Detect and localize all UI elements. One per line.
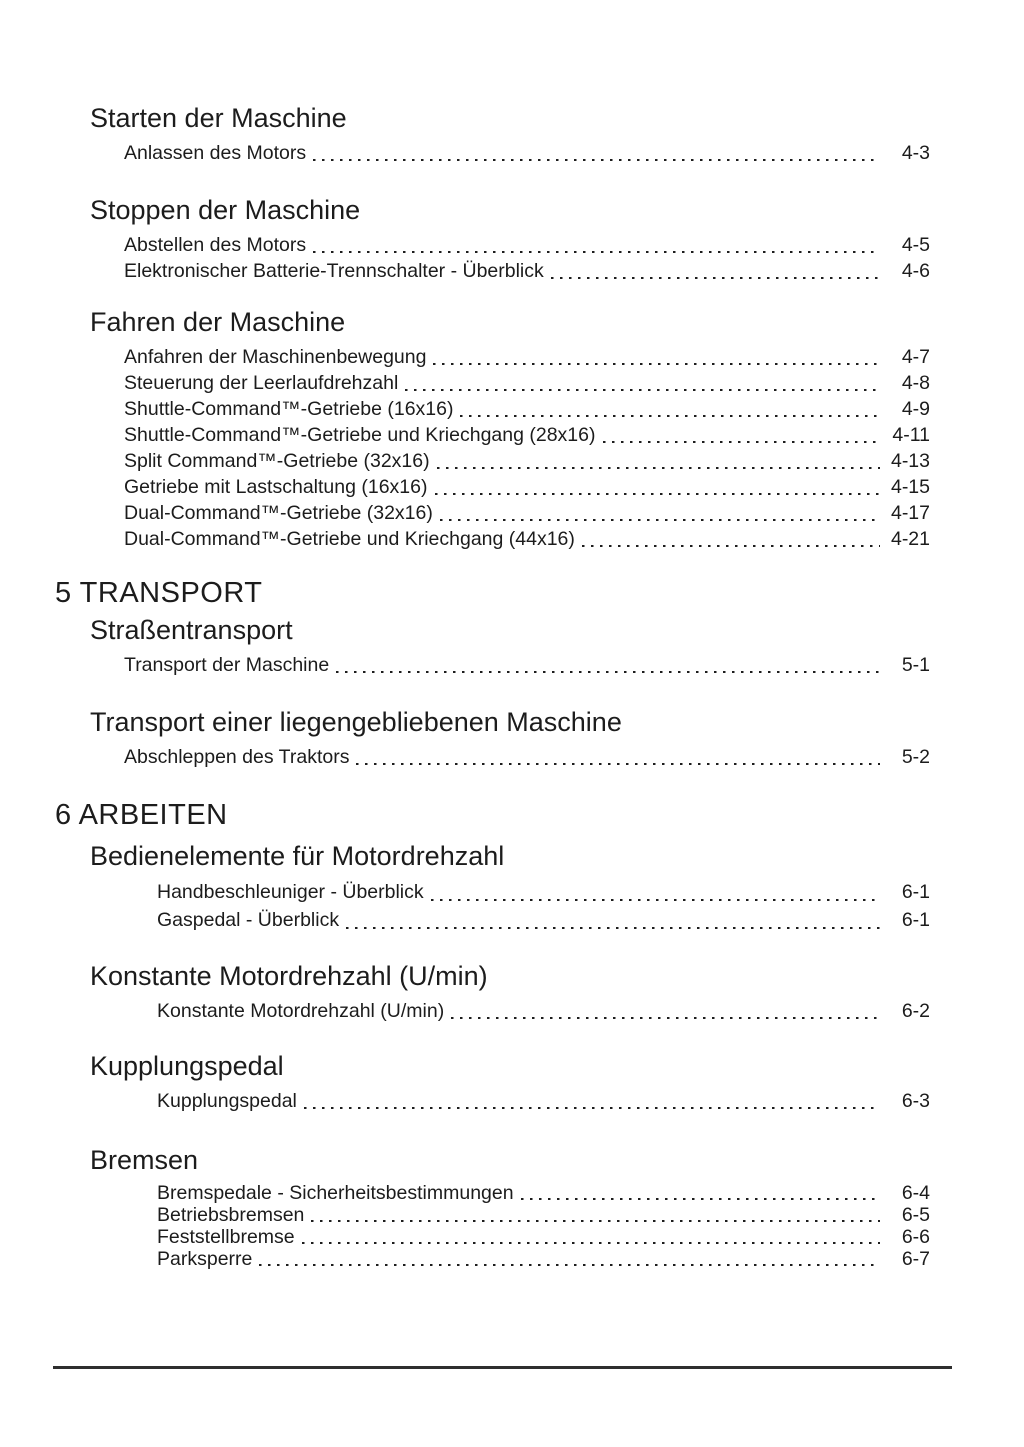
entry-label: Kupplungspedal (157, 1090, 297, 1112)
entry-page-number: 4-3 (901, 142, 930, 164)
entry-page-number: 6-1 (901, 881, 930, 903)
dot-leader (460, 415, 880, 418)
dot-leader (405, 389, 880, 392)
section-title: Straßentransport (90, 615, 293, 645)
section-title: Kupplungspedal (90, 1051, 284, 1081)
entry-label: Shuttle-Command™-Getriebe (16x16) (124, 398, 454, 420)
entry-label: Getriebe mit Lastschaltung (16x16) (124, 476, 428, 498)
entry-label: Steuerung der Leerlaufdrehzahl (124, 372, 399, 394)
toc-entry (124, 370, 930, 396)
toc-entry (124, 422, 930, 448)
entry-page-number: 6-7 (901, 1248, 930, 1270)
toc-entry (124, 500, 930, 526)
dot-leader (313, 251, 880, 254)
toc-entry (157, 998, 930, 1024)
entry-page-number: 4-5 (901, 234, 930, 256)
section-title: Bremsen (90, 1145, 199, 1175)
entry-page-number: 4-7 (901, 346, 930, 368)
toc-section (90, 1144, 930, 1270)
toc-entry (157, 906, 930, 934)
entry-page-number: 6-1 (901, 909, 930, 931)
toc-entry (124, 232, 930, 258)
entry-page-number: 4-13 (890, 450, 930, 472)
toc-entry (124, 744, 930, 770)
toc-entry (124, 396, 930, 422)
dot-leader (551, 277, 880, 280)
toc-section (90, 960, 930, 1024)
dot-leader (433, 363, 880, 366)
entry-page-number: 4-15 (890, 476, 930, 498)
entry-page-number: 4-6 (901, 260, 930, 282)
toc-entry (124, 258, 930, 284)
dot-leader (302, 1242, 880, 1245)
toc-entry (157, 1248, 930, 1270)
entry-page-number: 6-3 (901, 1090, 930, 1112)
toc-entry (124, 526, 930, 552)
dot-leader (311, 1220, 880, 1223)
toc-section (90, 102, 930, 166)
entry-label: Dual-Command™-Getriebe (32x16) (124, 502, 433, 524)
dot-leader (603, 441, 881, 444)
section-title: Konstante Motordrehzahl (U/min) (90, 961, 488, 991)
section-title: Fahren der Maschine (90, 307, 346, 337)
entry-label: Anlassen des Motors (124, 142, 307, 164)
dot-leader (313, 159, 880, 162)
entry-page-number: 4-17 (890, 502, 930, 524)
entry-label: Anfahren der Maschinenbewegung (124, 346, 427, 368)
toc-entry (157, 1182, 930, 1204)
toc-entry (157, 1088, 930, 1114)
entry-label: Shuttle-Command™-Getriebe und Kriechgang (28x16) (124, 424, 596, 446)
section-title: Starten der Maschine (90, 103, 347, 133)
toc-section (90, 306, 930, 552)
toc-section (90, 840, 930, 934)
entry-label: Gaspedal - Überblick (157, 909, 340, 931)
toc-section (90, 194, 930, 284)
toc-section (90, 614, 930, 678)
entry-page-number: 5-2 (901, 746, 930, 768)
dot-leader (440, 519, 880, 522)
dot-leader (437, 467, 880, 470)
entry-label: Parksperre (157, 1248, 253, 1270)
section-title: Transport einer liegengebliebenen Maschine (90, 707, 622, 737)
dot-leader (304, 1107, 880, 1110)
chapter-heading: 6 ARBEITEN (55, 799, 228, 831)
toc-section (90, 1050, 930, 1114)
toc-entry (157, 1204, 930, 1226)
entry-label: Abstellen des Motors (124, 234, 307, 256)
toc-entry (124, 140, 930, 166)
dot-leader (435, 493, 881, 496)
entry-page-number: 5-1 (901, 654, 930, 676)
entry-page-number: 6-6 (901, 1226, 930, 1248)
entry-label: Split Command™-Getriebe (32x16) (124, 450, 430, 472)
dot-leader (346, 927, 880, 930)
section-title: Stoppen der Maschine (90, 195, 361, 225)
dot-leader (356, 763, 880, 766)
dot-leader (336, 671, 880, 674)
toc-section (90, 706, 930, 770)
toc-entry (157, 1226, 930, 1248)
entry-label: Feststellbremse (157, 1226, 295, 1248)
entry-label: Elektronischer Batterie-Trennschalter - Überblick (124, 260, 544, 282)
toc-entry (124, 448, 930, 474)
entry-page-number: 4-21 (890, 528, 930, 550)
bottom-rule (53, 1366, 952, 1369)
entry-label: Handbeschleuniger - Überblick (157, 881, 424, 903)
dot-leader (582, 545, 880, 548)
dot-leader (451, 1017, 880, 1020)
entry-label: Transport der Maschine (124, 654, 330, 676)
entry-page-number: 6-5 (901, 1204, 930, 1226)
entry-page-number: 6-4 (901, 1182, 930, 1204)
entry-page-number: 6-2 (901, 1000, 930, 1022)
toc-entry (124, 474, 930, 500)
toc-entry (124, 652, 930, 678)
section-title: Bedienelemente für Motordrehzahl (90, 841, 505, 871)
entry-label: Konstante Motordrehzahl (U/min) (157, 1000, 445, 1022)
entry-label: Abschleppen des Traktors (124, 746, 350, 768)
entry-label: Dual-Command™-Getriebe und Kriechgang (44x16) (124, 528, 575, 550)
dot-leader (259, 1264, 880, 1267)
chapter-heading: 5 TRANSPORT (55, 577, 263, 609)
dot-leader (521, 1198, 880, 1201)
entry-page-number: 4-8 (901, 372, 930, 394)
entry-label: Betriebsbremsen (157, 1204, 305, 1226)
entry-page-number: 4-11 (892, 424, 930, 446)
toc-entry (157, 878, 930, 906)
dot-leader (431, 899, 880, 902)
toc-entry (124, 344, 930, 370)
entry-label: Bremspedale - Sicherheitsbestimmungen (157, 1182, 514, 1204)
entry-page-number: 4-9 (901, 398, 930, 420)
